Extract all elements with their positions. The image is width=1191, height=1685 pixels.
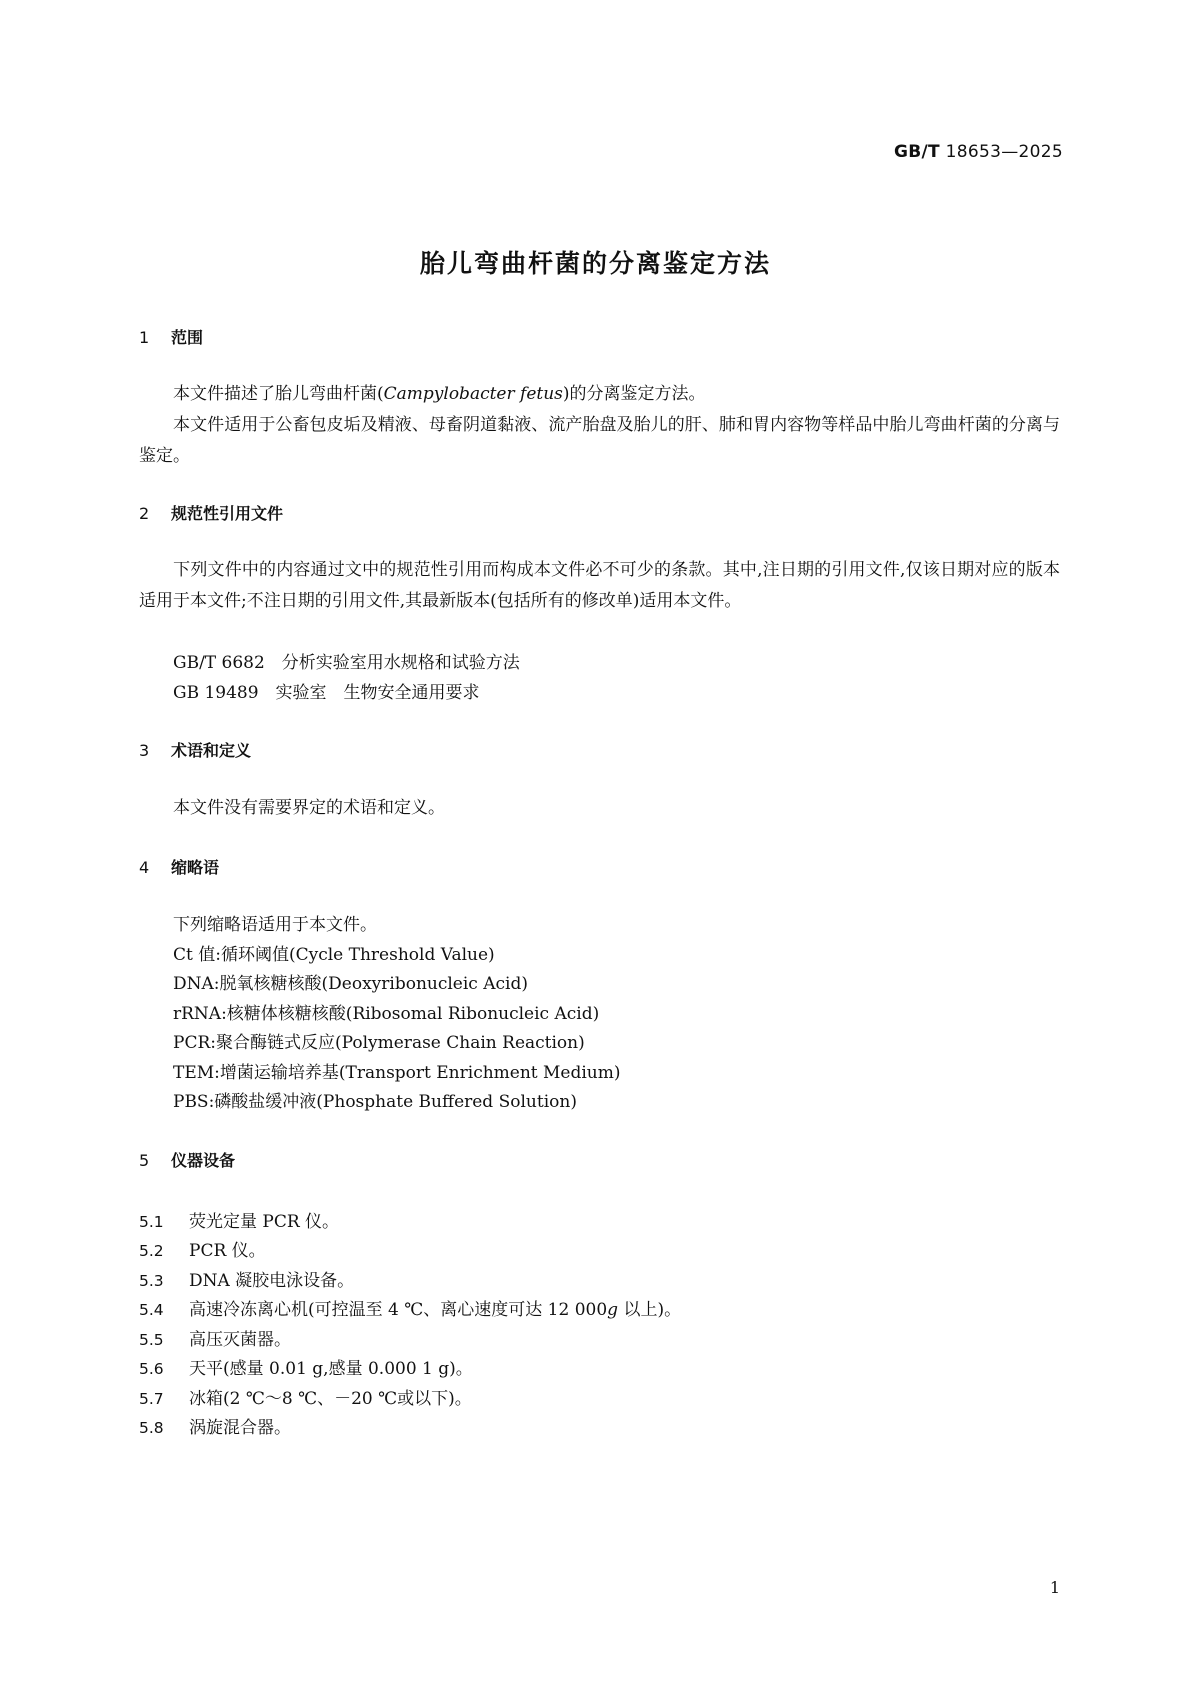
section-2-heading <box>139 501 283 524</box>
section-number: 5 <box>139 1151 150 1170</box>
equipment-item: 5.5 高压灭菌器。 <box>139 1330 291 1350</box>
equipment-item: 5.8 涡旋混合器。 <box>139 1418 291 1438</box>
section-1-heading <box>139 325 203 348</box>
abbreviation-item: Ct 值:循环阈值(Cycle Threshold Value) <box>173 945 495 965</box>
abbreviation-item: DNA:脱氧核糖核酸(Deoxyribonucleic Acid) <box>173 974 528 994</box>
section-number: 2 <box>139 504 150 523</box>
abbreviation-item: PCR:聚合酶链式反应(Polymerase Chain Reaction) <box>173 1033 585 1053</box>
section-3-paragraph-1: 本文件没有需要界定的术语和定义。 <box>173 798 445 818</box>
equipment-item: 5.3 DNA 凝胶电泳设备。 <box>139 1271 355 1291</box>
document-title: 胎儿弯曲杆菌的分离鉴定方法 <box>419 249 771 278</box>
section-5-heading <box>139 1148 235 1171</box>
reference-item: GB/T 6682 分析实验室用水规格和试验方法 <box>173 653 520 673</box>
standard-code-prefix: GB/T <box>894 142 940 162</box>
section-3-heading <box>139 738 251 761</box>
section-title: 范围 <box>171 328 204 347</box>
section-title: 术语和定义 <box>171 741 252 760</box>
equipment-item: 5.6 天平(感量 0.01 g,感量 0.000 1 g)。 <box>139 1359 473 1379</box>
section-number: 4 <box>139 858 150 877</box>
species-name: Campylobacter fetus <box>383 384 563 404</box>
equipment-item: 5.4 高速冷冻离心机(可控温至 4 ℃、离心速度可达 12 000g 以上)。 <box>139 1300 682 1320</box>
reference-item: GB 19489 实验室 生物安全通用要求 <box>173 683 480 703</box>
section-1-paragraph-2: 本文件适用于公畜包皮垢及精液、母畜阴道黏液、流产胎盘及胎儿的肝、肺和胃内容物等样品中胎儿弯曲杆菌的分离与鉴定。 <box>139 415 1060 467</box>
abbreviation-item: TEM:增菌运输培养基(Transport Enrichment Medium) <box>173 1063 621 1083</box>
abbreviation-item: PBS:磷酸盐缓冲液(Phosphate Buffered Solution) <box>173 1092 577 1112</box>
abbreviations-intro: 下列缩略语适用于本文件。 <box>173 915 377 935</box>
section-number: 1 <box>139 328 150 347</box>
section-number: 3 <box>139 741 150 760</box>
section-title: 规范性引用文件 <box>171 504 284 523</box>
standard-code <box>894 142 1063 162</box>
equipment-item: 5.2 PCR 仪。 <box>139 1241 266 1261</box>
standard-code-number: 18653—2025 <box>945 142 1063 162</box>
section-title: 缩略语 <box>171 858 220 877</box>
equipment-item: 5.7 冰箱(2 ℃～8 ℃、－20 ℃或以下)。 <box>139 1389 472 1409</box>
section-2-paragraph-1: 下列文件中的内容通过文中的规范性引用而构成本文件必不可少的条款。其中,注日期的引用文件,仅该日期对应的版本适用于本文件;不注日期的引用文件,其最新版本(包括所有的修改单)适用本文件。 <box>139 560 1060 612</box>
abbreviation-item: rRNA:核糖体核糖核酸(Ribosomal Ribonucleic Acid) <box>173 1004 600 1024</box>
section-title: 仪器设备 <box>171 1151 236 1170</box>
section-1-paragraph-1: 本文件描述了胎儿弯曲杆菌(Campylobacter fetus)的分离鉴定方法。 <box>173 384 706 404</box>
section-4-heading <box>139 855 219 878</box>
equipment-item: 5.1 荧光定量 PCR 仪。 <box>139 1212 340 1232</box>
page-number: 1 <box>1049 1578 1060 1597</box>
